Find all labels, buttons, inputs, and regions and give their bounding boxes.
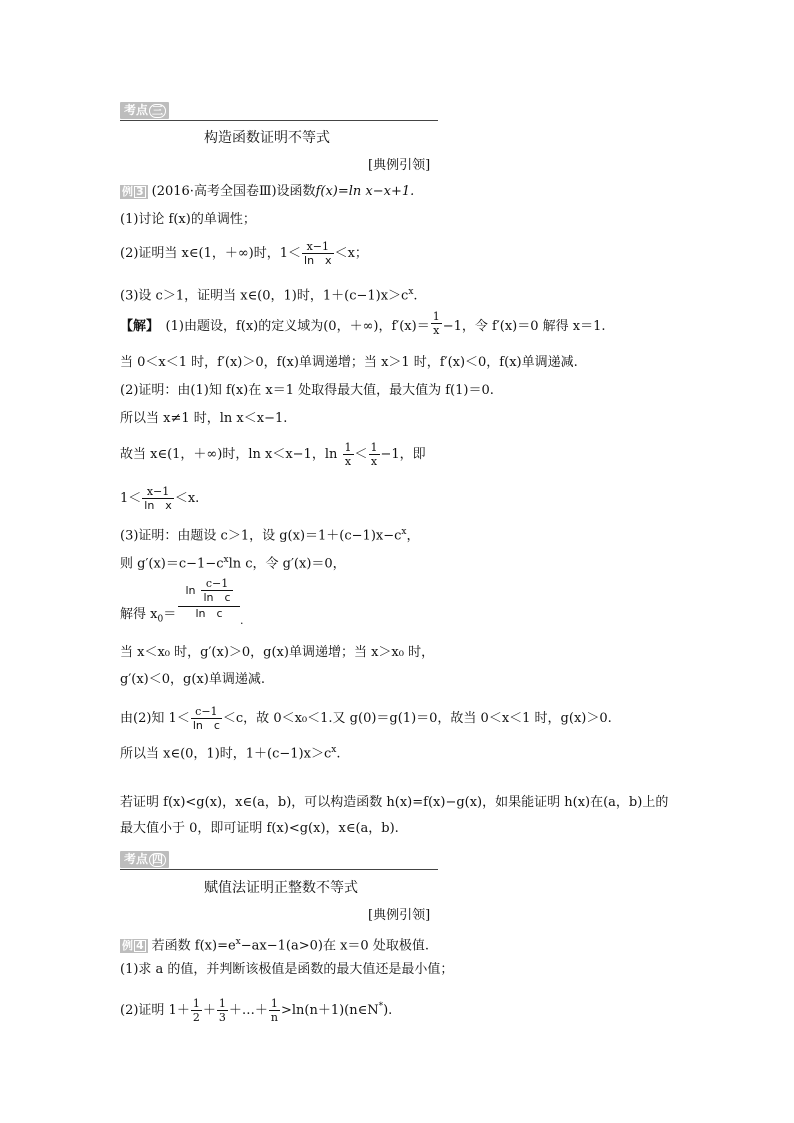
- section-tag-text: 考点: [124, 852, 149, 866]
- fraction: $\frac{1}{x}$: [370, 441, 378, 468]
- nested-fraction-period: .: [240, 614, 244, 627]
- example-4-question-1: (1)求 a 的值，并判断该极值是函数的最大值还是最小值；: [120, 962, 454, 977]
- solution-line-2: 当 0＜x＜1 时，f′(x)＞0，f(x)单调递增；当 x＞1 时，f′(x)＜0，f(x)单调递减.: [120, 355, 578, 370]
- note-line-1: 若证明 f(x)<g(x)，x∈(a，b)，可以构造函数 h(x)=f(x)−g(x)，如果能证明 h(x)在(a，b)上的: [120, 795, 669, 810]
- fraction: $\frac{1}{n}$: [270, 997, 278, 1024]
- example-label: 例 3: [120, 185, 148, 199]
- question-1: (1)讨论 f(x)的单调性；: [120, 212, 256, 227]
- example-source: (2016·高考全国卷Ⅲ)设函数: [151, 184, 316, 199]
- section-tag-4: [120, 851, 169, 868]
- example-label: 例 4: [120, 939, 148, 953]
- solution-line-8: 则 $g'(x)=c-1-c^x\ln$ c，令 g′(x)＝0，: [120, 555, 346, 572]
- example-4-stem: 例 4 若函数 $f(x)=e^x-ax-1(a>0)$在 x＝0 处取极值.: [122, 937, 429, 954]
- solution-line-12: 由(2)知 1＜ $\frac{c-1}{\text{ln c}}$ ＜c，故 0＜x₀＜1.又 g(0)＝g(1)＝0，故当 0＜x＜1 时，g(x)＞0.: [120, 705, 612, 732]
- solution-line-13: 所以当 x∈(0，1)时，$1+(c-1)x>c^x$.: [120, 745, 341, 762]
- fraction: $\frac{1}{3}$: [218, 997, 226, 1024]
- fraction: $\frac{1}{x}$: [432, 310, 440, 337]
- section-rule: [120, 120, 438, 121]
- solution-line-9: 解得 $x_0=$: [120, 607, 177, 625]
- example-3-stem: [120, 183, 414, 201]
- solution-line-6: 1＜ $\frac{x-1}{\text{ln x}}$ ＜x.: [120, 485, 200, 512]
- section-tag-3: [120, 102, 169, 119]
- solution-line-5: 故当 x∈(1，＋∞)时，ln x＜x−1，ln $\frac{1}{x}$ ＜ $\frac{1}{x}$ −1，即: [120, 441, 426, 468]
- question-3: (3)设 c＞1，证明当 x∈(0，1)时，$1+(c-1)x>c^x$.: [120, 287, 418, 304]
- fraction: $\frac{1}{2}$: [192, 997, 200, 1024]
- question-2: (2)证明当 x∈(1，＋∞)时，1＜ $\frac{x-1}{\text{ln x}}$ ＜x；: [120, 240, 368, 267]
- section-tag-text: 考点: [124, 103, 149, 117]
- example-4-question-2: (2)证明 1＋ $\frac{1}{2}$ ＋ $\frac{1}{3}$ ＋…＋ $\frac{1}{n}$ >ln(n＋1)(n∈N*).: [120, 997, 393, 1024]
- solution-line-3: (2)证明：由(1)知 f(x)在 x＝1 处取得最大值，最大值为 f(1)＝0.: [120, 383, 494, 398]
- section-rule: [120, 869, 438, 870]
- fraction: $\frac{x-1}{\text{ln x}}$: [144, 485, 172, 512]
- nested-fraction: ln $\frac{c-1}{\text{ln c}}$ ln c: [178, 577, 240, 620]
- solution-line-10: 当 x＜x₀ 时，g′(x)＞0，g(x)单调递增；当 x＞x₀ 时，: [120, 645, 435, 660]
- fraction: $\frac{1}{x}$: [344, 441, 352, 468]
- solution-line-4: 所以当 x≠1 时，ln x＜x−1.: [120, 411, 288, 426]
- fraction: $\frac{x-1}{\text{ln x}}$: [304, 240, 332, 267]
- solution-line-11: g′(x)＜0，g(x)单调递减.: [120, 672, 265, 687]
- solution-label: 【解】: [120, 319, 153, 334]
- section-title: 赋值法证明正整数不等式: [204, 880, 358, 896]
- example-function: f(x)=ln x−x+1.: [315, 184, 415, 199]
- solution-line-7: (3)证明：由题设 c＞1，设 $g(x)=1+(c-1)x-c^x$，: [120, 527, 420, 544]
- section-tag-number: 三: [149, 104, 166, 118]
- solution-line-1: 【解】 (1)由题设，f(x)的定义域为(0，＋∞)，f′(x)＝ $\frac{1}{x}$ −1，令 f′(x)＝0 解得 x＝1.: [120, 310, 606, 337]
- fraction: $\frac{c-1}{\text{ln c}}$: [192, 705, 220, 732]
- guide-label: [典例引领]: [368, 908, 431, 923]
- guide-label: [典例引领]: [368, 158, 431, 173]
- note-line-2: 最大值小于 0，即可证明 f(x)<g(x)，x∈(a，b).: [120, 821, 399, 836]
- section-tag-number: 四: [149, 853, 166, 867]
- section-title: 构造函数证明不等式: [204, 130, 330, 146]
